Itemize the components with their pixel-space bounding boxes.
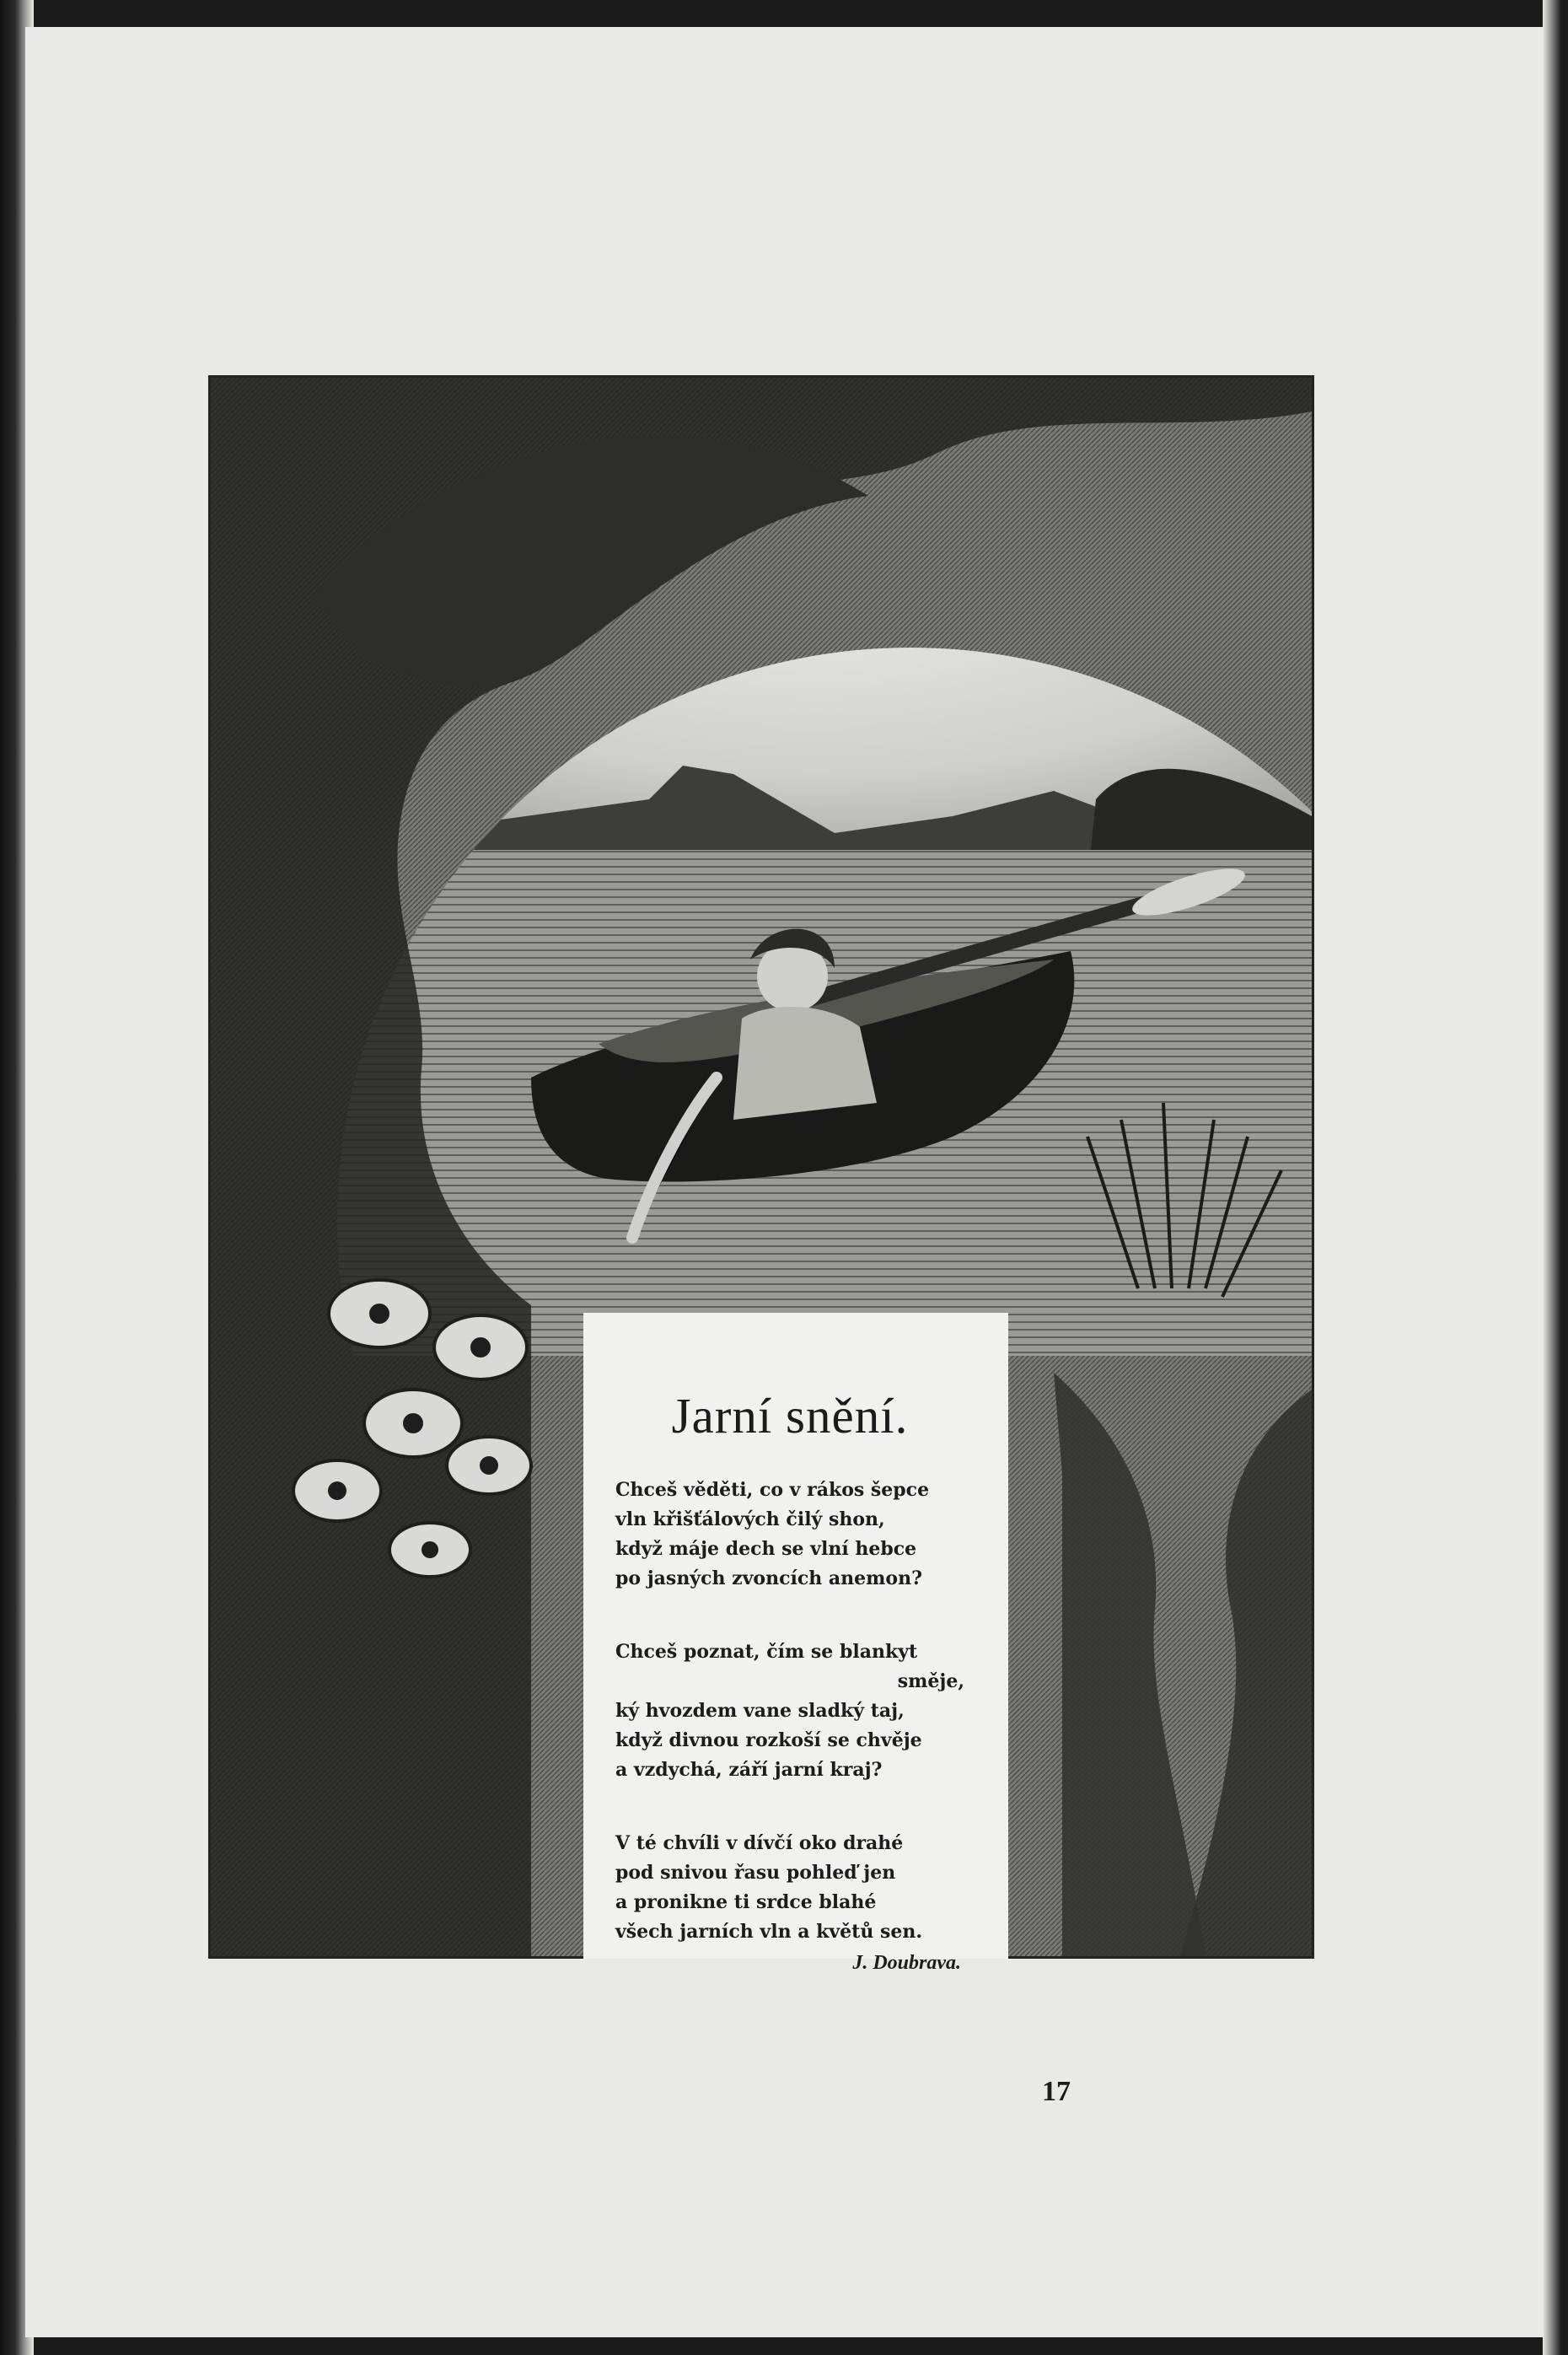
poem-line: pod snivou řasu pohleď jen (615, 1862, 896, 1884)
poem-line: když máje dech se vlní hebce (615, 1538, 917, 1560)
poem-line: a pronikne ti srdce blahé (615, 1891, 877, 1913)
stanza-2 (615, 1637, 964, 1785)
stanza-1 (615, 1476, 964, 1594)
poem-line: a vzdychá, září jarní kraj? (615, 1759, 883, 1781)
poem-panel (583, 1313, 1008, 1974)
poem-line: Chceš poznat, čím se blankyt (615, 1641, 918, 1663)
poem-line: když divnou rozkoší se chvěje (615, 1729, 922, 1751)
poem-line-continuation: směje, (897, 1670, 964, 1692)
poem-line: ký hvozdem vane sladký taj, (615, 1700, 905, 1722)
poem-line: V té chvíli v dívčí oko drahé (615, 1832, 904, 1854)
poem-author: J. Doubrava. (852, 1952, 961, 1974)
poem-line: vln křišťálových čilý shon, (615, 1508, 885, 1530)
poem-line: všech jarních vln a květů sen. (615, 1921, 923, 1943)
poem-line: po jasných zvoncích anemon? (615, 1567, 922, 1589)
stanza-3 (615, 1829, 964, 1947)
poem-line: Chceš věděti, co v rákos šepce (615, 1479, 930, 1501)
poem-title: Jarní snění. (671, 1388, 909, 1444)
page-right-edge (1543, 0, 1568, 2355)
page-number: 17 (1042, 2076, 1071, 2107)
